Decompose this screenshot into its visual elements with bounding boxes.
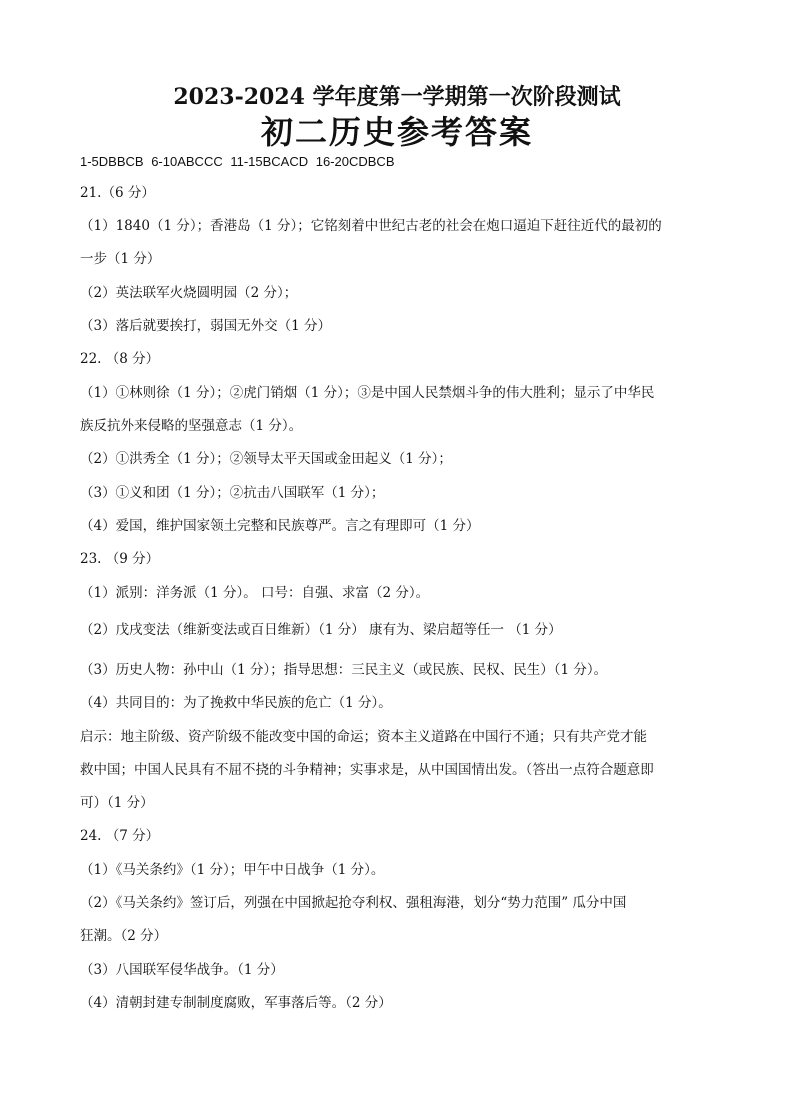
answer-line: （1）①林则徐（1 分）；②虎门销烟（1 分）；③是中国人民禁烟斗争的伟大胜利；显示了中华民 <box>80 385 655 401</box>
answer-line: 一步（1 分） <box>80 251 161 267</box>
answer-line: （2）《马关条约》签订后，列强在中国掀起抢夺利权、强租海港，划分“势力范围” 瓜分中国 <box>80 895 627 911</box>
answer-line: （4）爱国，维护国家领土完整和民族尊严。言之有理即可（1 分） <box>80 518 480 534</box>
answer-line: （2）英法联军火烧圆明园（2 分）； <box>80 285 298 301</box>
answer-line: （4）清朝封建专制制度腐败，军事落后等。（2 分） <box>80 995 392 1011</box>
answer-line: 救中国；中国人民具有不屈不挠的斗争精神；实事求是，从中国国情出发。（答出一点符合题意即 <box>80 762 654 778</box>
answer-line: 可）（1 分） <box>80 795 154 811</box>
answer-line: （3）八国联军侵华战争。（1 分） <box>80 962 284 978</box>
answer-line: 狂潮。（2 分） <box>80 928 168 944</box>
exam-title: 2023-2024 学年度第一学期第一次阶段测试 <box>173 84 621 110</box>
answer-key-title: 初二历史参考答案 <box>260 113 533 151</box>
answer-line: 启示：地主阶级、资产阶级不能改变中国的命运；资本主义道路在中国行不通；只有共产党才能 <box>80 729 647 745</box>
answer-line: （2）戊戌变法（维新变法或百日维新）（1 分） 康有为、梁启超等任一 （1 分） <box>80 622 562 638</box>
multiple-choice-answers: 1-5DBBCB 6-10ABCCC 11-15BCACD 16-20CDBCB <box>80 154 395 169</box>
answer-line: （3）落后就要挨打，弱国无外交（1 分） <box>80 318 331 334</box>
question-21-header: 21.（6 分） <box>80 185 155 201</box>
answer-line: 族反抗外来侵略的坚强意志（1 分）。 <box>80 418 303 434</box>
question-24-header: 24. （7 分） <box>80 828 160 844</box>
answer-line: （4）共同目的：为了挽救中华民族的危亡（1 分）。 <box>80 695 392 711</box>
question-23-header: 23. （9 分） <box>80 551 160 567</box>
answer-line: （1）《马关条约》（1 分）；甲午中日战争（1 分）。 <box>80 862 385 878</box>
answer-line: （1）派别：洋务派（1 分）。 口号：自强、求富（2 分）。 <box>80 585 430 601</box>
question-22-header: 22. （8 分） <box>80 351 160 367</box>
answer-line: （1）1840（1 分）；香港岛（1 分）；它铭刻着中世纪古老的社会在炮口逼迫下赶往近代的最初的 <box>80 218 662 234</box>
answer-line: （3）历史人物：孙中山（1 分）；指导思想：三民主义（或民族、民权、民生）（1 分）。 <box>80 662 608 678</box>
answer-line: （3）①义和团（1 分）；②抗击八国联军（1 分）； <box>80 485 385 501</box>
answer-line: （2）①洪秀全（1 分）；②领导太平天国或金田起义（1 分）； <box>80 451 452 467</box>
